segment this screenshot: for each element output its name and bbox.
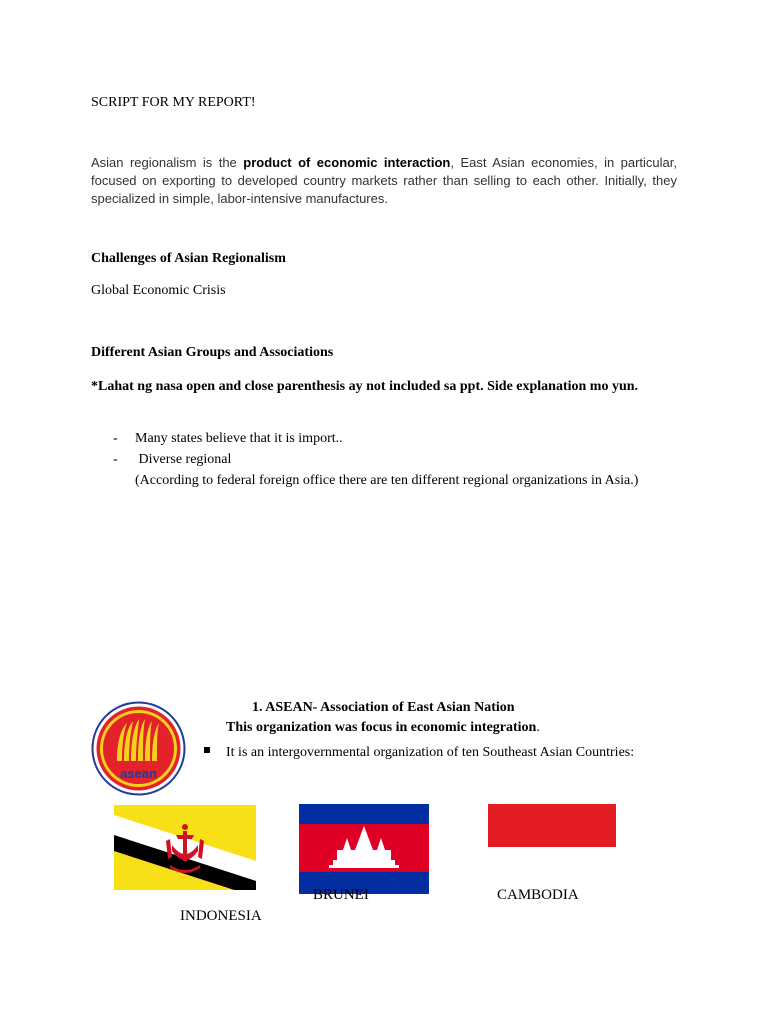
intro-paragraph xyxy=(91,154,677,208)
dash-marker: - xyxy=(113,452,118,467)
flag-label-brunei: BRUNEI xyxy=(313,887,369,903)
brunei-flag xyxy=(114,805,256,890)
asean-subheading xyxy=(226,720,540,736)
intro-text-2: , East Asian economies, in particular, focused on exporting to developed country markets rather than selling to each other. Initially, they specialized in simple, labor-intensive manufactures. xyxy=(91,155,678,206)
list-item-text: Many states believe that it is import.. xyxy=(135,431,343,446)
note-text: *Lahat ng nasa open and close parenthesis ay not included sa ppt. Side explanation mo yun. xyxy=(91,379,639,394)
list-item-text: Diverse regional xyxy=(135,452,232,467)
flag-label-indonesia: INDONESIA xyxy=(180,908,262,924)
challenges-heading: Challenges of Asian Regionalism xyxy=(91,251,286,266)
challenge-item: Global Economic Crisis xyxy=(91,283,226,298)
asean-heading: 1. ASEAN- Association of East Asian Nation xyxy=(252,700,515,715)
asean-bullet-text: It is an intergovernmental organization of ten Southeast Asian Countries: xyxy=(226,745,635,760)
dash-marker: - xyxy=(113,431,118,446)
asean-subheading-end: . xyxy=(536,720,540,735)
intro-bold-phrase: product of economic interaction xyxy=(243,155,451,170)
intro-text-1: Asian regionalism is the xyxy=(91,155,244,170)
list-sub-text: (According to federal foreign office there are ten different regional organizations in Asia.) xyxy=(135,473,639,488)
flag-label-cambodia: CAMBODIA xyxy=(497,887,579,903)
indonesia-flag xyxy=(488,804,616,890)
list-item xyxy=(91,428,677,449)
asean-bullet xyxy=(204,742,678,763)
asean-logo-text: asean xyxy=(120,766,157,781)
list-item xyxy=(91,449,677,470)
square-bullet-icon xyxy=(204,747,210,753)
asean-logo xyxy=(91,701,186,796)
groups-heading: Different Asian Groups and Associations xyxy=(91,345,334,360)
cambodia-flag xyxy=(299,804,429,894)
asean-subheading-text: This organization was focus in economic integration xyxy=(226,720,537,735)
dash-list xyxy=(91,428,677,491)
document-title: SCRIPT FOR MY REPORT! xyxy=(91,95,256,110)
